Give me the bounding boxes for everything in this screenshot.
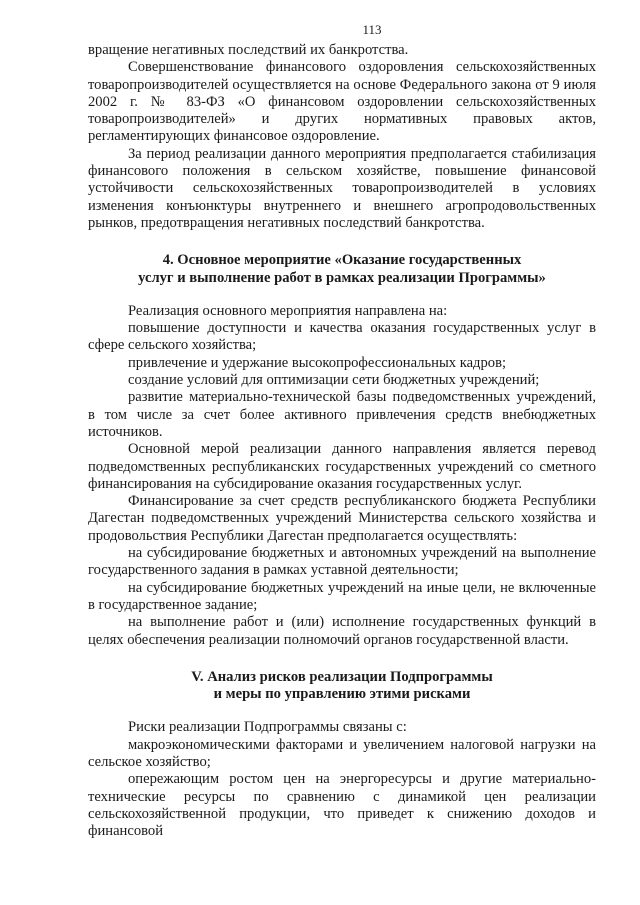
paragraph: создание условий для оптимизации сети бюджетных учреждений; (128, 372, 540, 389)
page-number: 113 (362, 22, 382, 37)
section-5-heading (88, 669, 596, 704)
paragraph: Основной мерой реализации данного направления является перевод подведомственных республиканских государственных учреждений со сметного финансирования на субсидирование оказания государственных услуг. (88, 441, 596, 492)
paragraph: развитие материально-технической базы подведомственных учреждений, в том числе за счет более активного привлечения средств внебюджетных источников. (88, 389, 596, 440)
paragraph: повышение доступности и качества оказания государственных услуг в сфере сельского хозяйства; (88, 320, 596, 354)
heading-line: услуг и выполнение работ в рамках реализации Программы» (138, 269, 546, 286)
paragraph: За период реализации данного мероприятия предполагается стабилизация финансового положения в сельском хозяйстве, повышение финансовой устойчивости сельскохозяйственных товаропроизводителей в условиях изменения конъюнктуры внутреннего и внешнего агропродовольственных рынков, предотвращения негативных последствий банкротства. (88, 145, 596, 231)
paragraph: макроэкономическими факторами и увеличением налоговой нагрузки на сельское хозяйство; (88, 736, 596, 770)
paragraph: на субсидирование бюджетных учреждений на иные цели, не включенные в государственное задание; (88, 579, 596, 613)
paragraph: на выполнение работ и (или) исполнение государственных функций в целях обеспечения реализации полномочий органов государственной власти. (88, 614, 596, 648)
paragraph: на субсидирование бюджетных и автономных учреждений на выполнение государственного задания в рамках уставной деятельности; (88, 545, 596, 579)
paragraph: Финансирование за счет средств республиканского бюджета Республики Дагестан подведомственных учреждений Министерства сельского хозяйства и продовольствия Республики Дагестан предполагается осуществлять: (88, 493, 596, 544)
paragraph: вращение негативных последствий их банкротства. (88, 42, 409, 58)
paragraph: привлечение и удержание высокопрофессиональных кадров; (128, 354, 507, 371)
paragraph: Реализация основного мероприятия направлена на: (128, 302, 448, 319)
heading-line: 4. Основное мероприятие «Оказание государственных (162, 252, 522, 269)
section-4-heading (88, 252, 596, 287)
document-page (88, 22, 596, 840)
heading-line: V. Анализ рисков реализации Подпрограммы (191, 668, 493, 685)
heading-line: и меры по управлению этими рисками (213, 686, 471, 703)
paragraph: Риски реализации Подпрограммы связаны с: (128, 719, 407, 736)
paragraph: Совершенствование финансового оздоровления сельскохозяйственных товаропроизводителей осуществляется на основе Федерального закона от 9 июля 2002 г. № 83-ФЗ «О финансовом оздоровлении сельскохозяйственных товаропроизводителей» и других нормативных правовых актов, регламентирующих финансовое оздоровление. (88, 59, 596, 145)
paragraph: опережающим ростом цен на энергоресурсы и другие материально-технические ресурсы по сравнению с динамикой цен реализации сельскохозяйственной продукции, что приведет к снижению доходов и финансовой (88, 771, 596, 840)
